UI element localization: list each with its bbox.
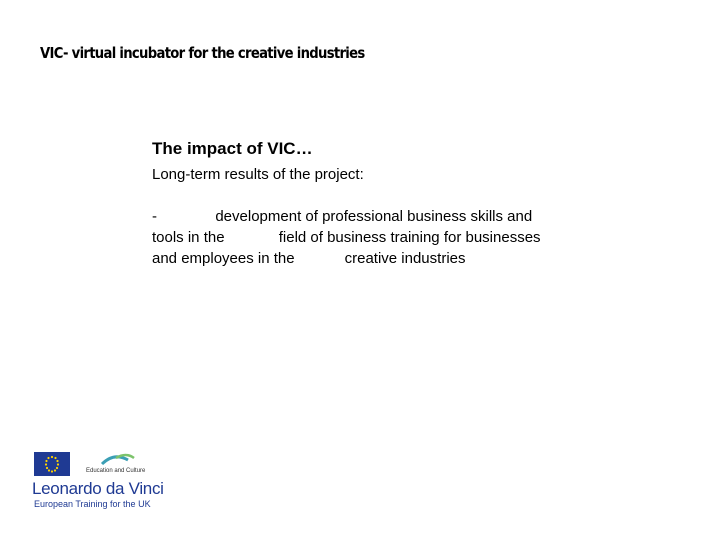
slide-heading: The impact of VIC…: [152, 139, 313, 158]
leonardo-da-vinci-logo: [32, 450, 172, 510]
bullet-text: [152, 206, 622, 269]
bullet-line: and employees in the creative industries: [152, 250, 466, 267]
bullet-line: - development of professional business skills and: [152, 208, 533, 225]
slide-content: [152, 138, 622, 269]
header-title: VIC- virtual incubator for the creative industries: [40, 44, 365, 62]
program-label: Education and Culture: [86, 468, 146, 474]
logo-title: Leonardo da Vinci: [32, 479, 164, 498]
logo-subtitle: European Training for the UK: [34, 499, 151, 509]
bullet-line: tools in the field of business training for businesses: [152, 229, 541, 246]
slide-subheading: Long-term results of the project:: [152, 166, 364, 183]
eu-flag-icon: [34, 452, 70, 476]
